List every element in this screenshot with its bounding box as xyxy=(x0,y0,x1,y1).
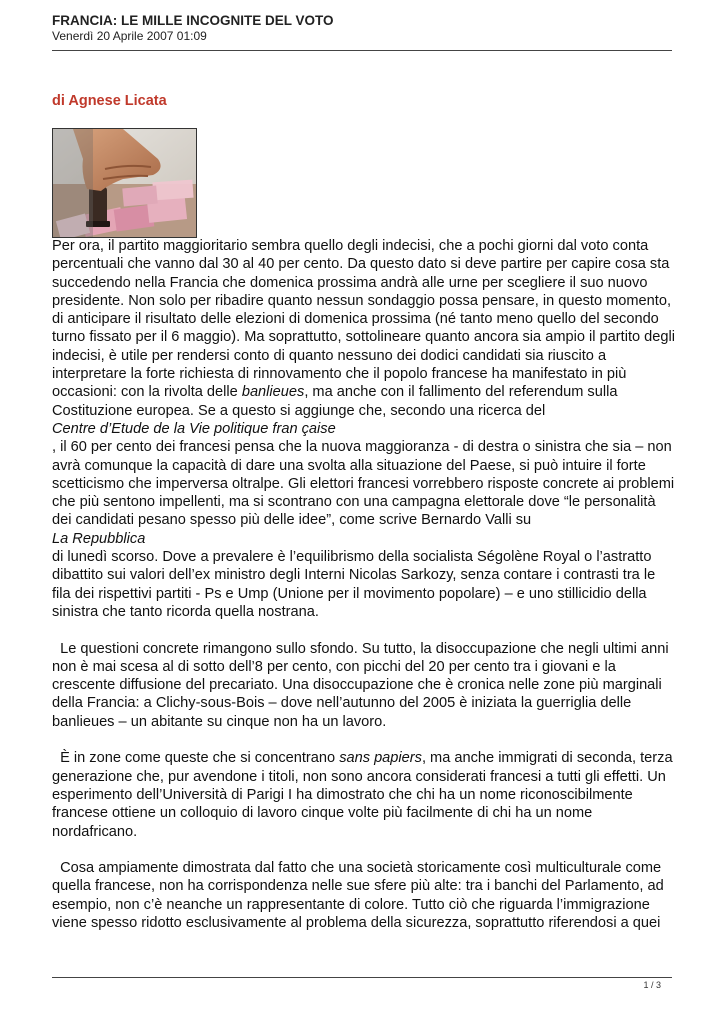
emphasis-sans-papiers: sans papiers xyxy=(339,750,422,767)
footer-divider xyxy=(52,977,672,978)
article-date: Venerdì 20 Aprile 2007 01:09 xyxy=(52,29,207,43)
article-author: di Agnese Licata xyxy=(52,93,167,109)
paragraph-1-end: di lunedì scorso. Dove a prevalere è l’equilibrismo della socialista Ségolène Royal o l’astratto dibattito sui valori dell’ex ministro degli Interni Nicolas Sarkozy, senza contare i contrasti tra le fila dei rispettivi partiti - Ps e Ump (Unione per il movimento popolare) – e uno stillicidio della sinistra che tanto ricorda quella nostrana. xyxy=(52,549,656,620)
article-title: FRANCIA: LE MILLE INCOGNITE DEL VOTO xyxy=(52,13,334,28)
ballot-photo-image xyxy=(53,129,197,238)
paragraph-1-italic-source: Centre d’Etude de la Vie politique fran çaise xyxy=(52,420,336,437)
page-number: 1 / 3 xyxy=(643,980,661,990)
paragraph-1-continued: , il 60 per cento dei francesi pensa che la nuova maggioranza - di destra o sinistra che sia – non avrà comunque la capacità di dare una svolta alla situazione del Paese, si può intuire il forte scetticismo che imperversa oltralpe. Gli elettori francesi vorrebbero risposte concrete ai problemi che più sentono impellenti, ma si scontrano con una campagna elettorale dove “le personalità dei candidati pesano spesso più delle idee”, come scrive Bernardo Valli su xyxy=(52,439,675,529)
header-divider xyxy=(52,50,672,51)
paragraph-4: Cosa ampiamente dimostrata dal fatto che una società storicamente così multiculturale come quella francese, non ha corrispondenza nelle sue sfere più alte: tra i banchi del Parlamento, ad esempio, non c’è neanche un rappresentante di colore. Tutto ciò che riguarda l’immigrazione viene spesso ridotto esclusivamente al problema della sicurezza, soprattutto riferendosi a quei xyxy=(52,860,668,931)
paragraph-3: È in zone come queste che si concentrano sans papiers, ma anche immigrati di seconda, terza generazione che, pur avendone i titoli, non sono ancora considerati francesi a tutti gli effetti. Un esperimento dell’Università di Parigi I ha dimostrato che chi ha un nome riconoscibilmente francese ottiene un colloquio di lavoro cinque volte più facilmente di chi ha un nome nordafricano. xyxy=(52,750,677,840)
paragraph-1-italic-newspaper: La Repubblica xyxy=(52,530,146,547)
paragraph-2: Le questioni concrete rimangono sullo sfondo. Su tutto, la disoccupazione che negli ultimi anni non è mai scesa al di sotto dell’8 per cento, con picchi del 20 per cento tra i giovani e la crescente diffusione del precariato. Una disoccupazione che è cronica nelle zone più marginali della Francia: a Clichy-sous-Bois – dove nell’autunno del 2005 è iniziata la guerriglia delle banlieues – un abitante su cinque non ha un lavoro. xyxy=(52,640,673,730)
paragraph-1: Per ora, il partito maggioritario sembra quello degli indecisi, che a pochi giorni dal voto conta percentuali che vanno dal 30 al 40 per cento. Da questo dato si deve partire per capire cosa sta succedendo nella Francia che domenica prossima andrà alle urne per scegliere il suo nuovo presidente. Non solo per ribadire quanto nessun sondaggio possa pensare, in questo momento, di anticipare il risultato delle elezioni di domenica prossima (né tanto meno quello del secondo turno fissato per il 6 maggio). Ma soprattutto, sottolineare quanto ancora sia ampio il partito degli indecisi, è utile per rendersi conto di quanto nessuno dei dodici candidati sia riuscito a interpretare la forte richiesta di rinnovamento che il popolo francese ha manifestato in più occasioni: con la rivolta delle banlieues, ma anche con il fallimento del referendum sulla Costituzione europea. Se a questo si aggiunge che, secondo una ricerca del xyxy=(52,238,676,419)
article-photo xyxy=(52,128,197,238)
emphasis-banlieues: banlieues xyxy=(241,384,305,401)
page-header xyxy=(52,13,672,44)
article-body xyxy=(52,237,677,932)
